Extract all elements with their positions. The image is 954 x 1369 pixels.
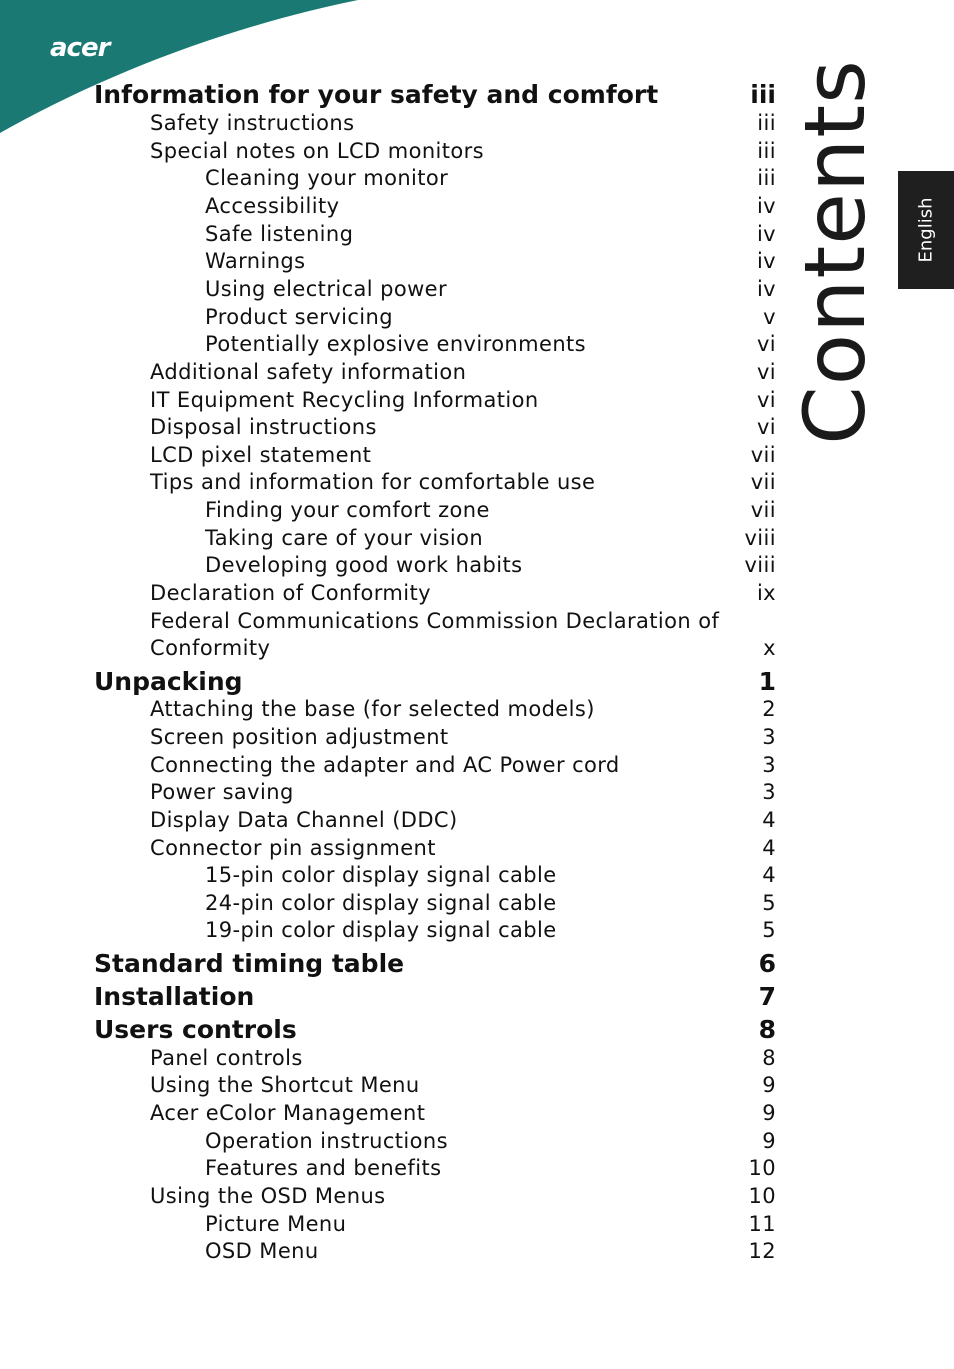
toc-entry-title: Attaching the base (for selected models) [150, 697, 595, 721]
toc-entry-page: v [763, 305, 776, 329]
toc-entry-title: 15-pin color display signal cable [205, 863, 557, 887]
toc-entry[interactable] [0, 1156, 954, 1184]
toc-entry-title: Operation instructions [205, 1129, 448, 1153]
toc-entry[interactable] [0, 222, 954, 250]
toc-entry[interactable] [0, 360, 954, 388]
toc-entry-page: 3 [762, 725, 776, 749]
toc-entry-page: 4 [762, 863, 776, 887]
toc-entry-title: Safe listening [205, 222, 354, 246]
toc-entry-title: Cleaning your monitor [205, 166, 449, 190]
toc-entry-title: Potentially explosive environments [205, 332, 587, 356]
toc-entry-title: Installation [94, 982, 255, 1011]
toc-entry-title: Standard timing table [94, 949, 405, 978]
toc-entry[interactable] [0, 918, 954, 946]
toc-entry[interactable] [0, 581, 954, 609]
toc-entry-title: Conformity [150, 636, 271, 660]
toc-entry-page: vii [750, 443, 776, 467]
toc-entry-page: x [763, 636, 776, 660]
toc-entry[interactable] [0, 725, 954, 753]
toc-entry[interactable] [0, 443, 954, 471]
toc-entry[interactable] [0, 277, 954, 305]
toc-entry-title: Finding your comfort zone [205, 498, 490, 522]
toc-entry[interactable] [0, 553, 954, 581]
toc-entry-title: Display Data Channel (DDC) [150, 808, 458, 832]
toc-entry-page: 8 [762, 1046, 776, 1070]
toc-entry-page: vii [750, 470, 776, 494]
toc-entry-page: vi [756, 332, 776, 356]
toc-entry-page: ix [756, 581, 776, 605]
toc-entry-page: iv [756, 222, 776, 246]
toc-entry-title: Disposal instructions [150, 415, 377, 439]
toc-entry-title: OSD Menu [205, 1239, 319, 1263]
toc-entry-page: 5 [762, 891, 776, 915]
toc-entry-page: 8 [758, 1015, 776, 1044]
toc-entry-page: 5 [762, 918, 776, 942]
toc-entry-title: Acer eColor Management [150, 1101, 426, 1125]
toc-entry[interactable] [0, 139, 954, 167]
toc-entry[interactable] [0, 1239, 954, 1267]
toc-entry-page: 11 [748, 1212, 776, 1236]
toc-entry[interactable] [0, 808, 954, 836]
toc-entry[interactable] [0, 111, 954, 139]
toc-entry[interactable] [0, 753, 954, 781]
toc-entry-title: Features and benefits [205, 1156, 442, 1180]
toc-entry-page: iv [756, 249, 776, 273]
toc-entry[interactable] [0, 194, 954, 222]
toc-entry-title: Power saving [150, 780, 294, 804]
toc-entry-page: iii [750, 80, 776, 109]
toc-entry[interactable] [0, 305, 954, 333]
toc-entry-title: Warnings [205, 249, 306, 273]
toc-entry[interactable] [0, 609, 954, 637]
toc-entry-page: 12 [748, 1239, 776, 1263]
toc-entry-page: vi [756, 360, 776, 384]
toc-entry-page: vii [750, 498, 776, 522]
toc-entry-page: 4 [762, 836, 776, 860]
toc-entry-page: iii [757, 166, 776, 190]
toc-entry[interactable] [0, 1073, 954, 1101]
toc-entry-page: iii [757, 111, 776, 135]
toc-entry-page: 9 [762, 1101, 776, 1125]
toc-section[interactable] [0, 949, 954, 977]
toc-entry-page: iv [756, 194, 776, 218]
toc-entry-title: Special notes on LCD monitors [150, 139, 485, 163]
toc-section[interactable] [0, 80, 954, 108]
language-tab-label: English [915, 197, 937, 263]
page-title: Contents [786, 59, 884, 445]
toc-entry[interactable] [0, 1046, 954, 1074]
toc-entry-page: 7 [758, 982, 776, 1011]
toc-entry[interactable] [0, 1101, 954, 1129]
toc-entry[interactable] [0, 891, 954, 919]
toc-entry-page: viii [744, 526, 776, 550]
toc-entry-page: 10 [748, 1184, 776, 1208]
toc-entry[interactable] [0, 526, 954, 554]
toc-entry-title: Connecting the adapter and AC Power cord [150, 753, 620, 777]
toc-entry[interactable] [0, 415, 954, 443]
toc-entry[interactable] [0, 1129, 954, 1157]
toc-entry[interactable] [0, 388, 954, 416]
toc-entry[interactable] [0, 836, 954, 864]
toc-entry-page: vi [756, 415, 776, 439]
toc-entry-title: IT Equipment Recycling Information [150, 388, 539, 412]
toc-entry-page: 4 [762, 808, 776, 832]
toc-entry-page: 3 [762, 780, 776, 804]
toc-entry-title: Screen position adjustment [150, 725, 449, 749]
toc-entry-title: Additional safety information [150, 360, 467, 384]
toc-entry[interactable] [0, 636, 954, 664]
toc-entry[interactable] [0, 780, 954, 808]
acer-logo: acer [50, 33, 110, 63]
toc-entry-page: 2 [762, 697, 776, 721]
toc-entry-title: Unpacking [94, 667, 243, 696]
toc-entry-page: iii [757, 139, 776, 163]
toc-entry-page: viii [744, 553, 776, 577]
toc-entry-title: Using electrical power [205, 277, 448, 301]
toc-entry-page: iv [756, 277, 776, 301]
toc-entry-page: 10 [748, 1156, 776, 1180]
toc-entry-page: 9 [762, 1073, 776, 1097]
toc-entry-title: Product servicing [205, 305, 393, 329]
toc-entry-page: 9 [762, 1129, 776, 1153]
toc-entry-title: 19-pin color display signal cable [205, 918, 557, 942]
toc-section[interactable] [0, 982, 954, 1010]
toc-entry-title: Picture Menu [205, 1212, 347, 1236]
toc-entry[interactable] [0, 863, 954, 891]
toc-entry-page: vi [756, 388, 776, 412]
toc-entry-title: Users controls [94, 1015, 297, 1044]
toc-entry-title: Federal Communications Commission Declaration of [150, 609, 720, 633]
toc-entry-title: Using the OSD Menus [150, 1184, 386, 1208]
toc-entry[interactable] [0, 249, 954, 277]
toc-entry[interactable] [0, 1184, 954, 1212]
toc-entry-page: 3 [762, 753, 776, 777]
toc-entry[interactable] [0, 498, 954, 526]
toc-entry-title: LCD pixel statement [150, 443, 372, 467]
toc-entry-page: 1 [758, 667, 776, 696]
toc-entry[interactable] [0, 166, 954, 194]
toc-entry-title: Taking care of your vision [205, 526, 484, 550]
toc-entry-title: Tips and information for comfortable use [150, 470, 596, 494]
toc-entry-title: 24-pin color display signal cable [205, 891, 557, 915]
toc-entry-title: Using the Shortcut Menu [150, 1073, 420, 1097]
toc-entry-title: Accessibility [205, 194, 340, 218]
toc-entry[interactable] [0, 332, 954, 360]
toc-entry[interactable] [0, 470, 954, 498]
toc-entry-title: Declaration of Conformity [150, 581, 431, 605]
toc-entry[interactable] [0, 1212, 954, 1240]
toc-entry[interactable] [0, 697, 954, 725]
toc-section[interactable] [0, 1015, 954, 1043]
toc-entry-title: Connector pin assignment [150, 836, 436, 860]
toc-entry-title: Panel controls [150, 1046, 303, 1070]
toc-entry-title: Information for your safety and comfort [94, 80, 659, 109]
toc-entry-page: 6 [758, 949, 776, 978]
toc-entry-title: Safety instructions [150, 111, 355, 135]
toc-section[interactable] [0, 667, 954, 695]
toc-entry-title: Developing good work habits [205, 553, 523, 577]
